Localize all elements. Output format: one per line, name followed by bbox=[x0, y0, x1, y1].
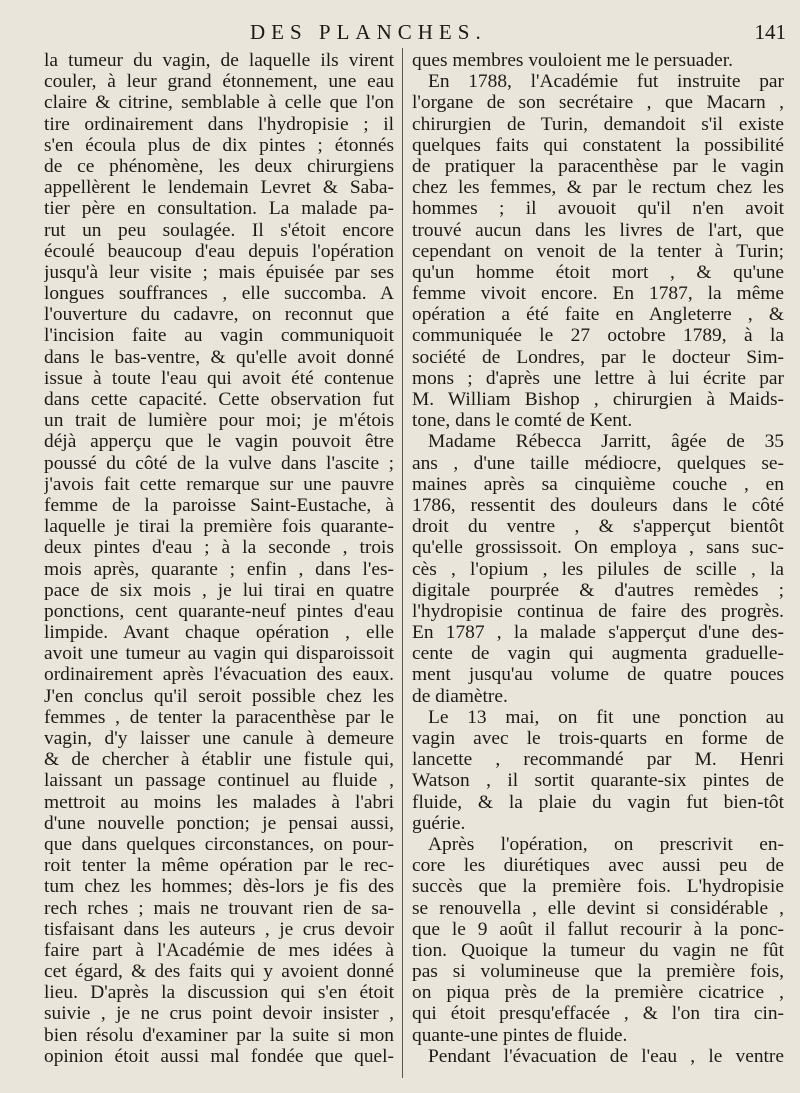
text-line: bien résolu d'examiner par la suite si mon bbox=[44, 1024, 394, 1046]
text-line: laissant un passage continuel au fluide , bbox=[44, 770, 394, 792]
text-line: claire & citrine, semblable à celle que l'on bbox=[44, 92, 394, 114]
text-line: qui étoit presqu'effacée , & l'on tira cin- bbox=[412, 1003, 784, 1025]
text-line: dans le bas-ventre, & qu'elle avoit donné bbox=[44, 346, 394, 368]
running-head-title: DES PLANCHES. bbox=[250, 20, 487, 44]
text-line: que le 9 août il fallut recourir à la ponc- bbox=[412, 918, 784, 940]
text-line: longues souffrances , elle succomba. A bbox=[44, 283, 394, 305]
right-text-column bbox=[412, 50, 784, 1067]
text-line: tisfaisant dans les auteurs , je crus devoir bbox=[44, 918, 394, 940]
text-line: on piqua près de la première cicatrice , bbox=[412, 982, 784, 1004]
text-line: faire part à l'Académie de mes idées à bbox=[44, 939, 394, 961]
text-line: hommes ; il avouoit qu'il n'en avoit bbox=[412, 198, 784, 220]
text-line: ques membres vouloient me le persuader. bbox=[412, 50, 733, 71]
text-line: tier père en consultation. La malade pa- bbox=[44, 198, 394, 220]
text-line: d'une nouvelle ponction; je pensai aussi, bbox=[44, 812, 394, 834]
text-line: fluide, & la plaie du vagin fut bien-tôt bbox=[412, 791, 784, 813]
text-line: écoulé beaucoup d'eau depuis l'opération bbox=[44, 240, 394, 262]
text-line: ponctions, cent quarante-neuf pintes d'eau bbox=[44, 600, 394, 622]
text-line: tone, dans le comté de Kent. bbox=[412, 410, 633, 432]
text-line: En 1787 , la malade s'apperçut d'une des- bbox=[412, 622, 784, 644]
text-line: rech rches ; mais ne trouvant rien de sa- bbox=[44, 897, 394, 919]
text-line: qu'un homme étoit mort , & qu'une bbox=[412, 261, 784, 283]
text-line: appellèrent le lendemain Levret & Saba- bbox=[44, 177, 394, 199]
text-line: rut un peu soulagée. Il s'étoit encore bbox=[44, 219, 394, 241]
text-line: jusqu'à leur visite ; mais épuisée par ses bbox=[44, 261, 394, 283]
text-line: opération a été faite en Angleterre , & bbox=[412, 304, 784, 326]
text-line: cès , l'opium , les pilules de scille , la bbox=[412, 558, 784, 580]
text-line: avoit une tumeur au vagin qui disparoissoit bbox=[44, 643, 394, 665]
text-line: vagin avec le trois-quarts en forme de bbox=[412, 728, 784, 749]
text-line: droit du ventre , & s'apperçut bientôt bbox=[412, 516, 784, 538]
text-line: pas si volumineuse que la première fois, bbox=[412, 961, 784, 983]
text-line: couler, à leur grand étonnement, une eau bbox=[44, 71, 394, 93]
text-line: l'organe de son secrétaire , que Macarn , bbox=[412, 92, 784, 114]
text-line: deux pintes d'eau ; à la seconde , trois bbox=[44, 537, 394, 559]
text-line: J'en conclus qu'il seroit possible chez les bbox=[44, 685, 394, 707]
text-line: digitale pourprée & d'autres remèdes ; bbox=[412, 579, 784, 601]
text-line: l'ouverture du cadavre, on reconnut que bbox=[44, 304, 394, 326]
text-line: ment jusqu'au volume de quatre pouces bbox=[412, 664, 784, 686]
text-line: un trait de lumière pour moi; je m'étois bbox=[44, 410, 394, 432]
text-line: cependant on venoit de la tenter à Turin; bbox=[412, 240, 784, 262]
text-line: En 1788, l'Académie fut instruite par bbox=[428, 71, 784, 93]
text-line: guérie. bbox=[412, 812, 466, 834]
text-line: de pratiquer la paracenthèse par le vagin bbox=[412, 155, 784, 177]
text-line: femme vivoit encore. En 1787, la même bbox=[412, 283, 784, 305]
text-line: ans , d'une taille médiocre, quelques se- bbox=[412, 452, 784, 474]
text-line: se renouvella , elle devint si considérable , bbox=[412, 897, 784, 919]
text-line: mettroit au moins les malades à l'abri bbox=[44, 791, 394, 813]
text-line: issue à toute l'eau qui avoit été contenue bbox=[44, 367, 394, 389]
text-line: chirurgien de Turin, demandoit s'il existe bbox=[412, 113, 784, 135]
text-line: suivie , je ne crus point devoir insister , bbox=[44, 1003, 394, 1025]
text-line: tire ordinairement dans l'hydropisie ; il bbox=[44, 113, 394, 135]
text-line: l'hydropisie continua de faire des progrès. bbox=[412, 600, 784, 622]
running-head bbox=[0, 20, 800, 54]
text-line: qu'elle grossissoit. On employa , sans suc- bbox=[412, 537, 784, 559]
text-line: que dans quelques circonstances, on pour- bbox=[44, 833, 394, 855]
text-line: cet égard, & des faits qui y avoient donné bbox=[44, 961, 394, 983]
text-line: & de chercher à établir une fistule qui, bbox=[44, 749, 394, 771]
text-line: chez les femmes, & par le rectum chez les bbox=[412, 177, 784, 199]
text-line: dans cette capacité. Cette observation fut bbox=[44, 389, 394, 410]
text-line: opinion étoit aussi mal fondée que quel- bbox=[44, 1045, 394, 1067]
text-line: tum chez les hommes; dès-lors je fis des bbox=[44, 876, 394, 898]
text-line: vagin, d'y laisser une canule à demeure bbox=[44, 728, 394, 749]
text-line: femmes , de tenter la paracenthèse par le bbox=[44, 706, 394, 728]
text-line: 1786, ressentit des douleurs dans le côté bbox=[412, 494, 784, 516]
text-line: ordinairement après l'évacuation des eaux. bbox=[44, 664, 394, 686]
text-line: laquelle je tirai la première fois quarante- bbox=[44, 516, 394, 538]
text-line: communiquée le 27 octobre 1789, à la bbox=[412, 325, 784, 347]
left-text-column bbox=[44, 50, 394, 1067]
text-line: roit tenter la même opération par le rec- bbox=[44, 855, 394, 877]
text-line: la tumeur du vagin, de laquelle ils virent bbox=[44, 50, 394, 71]
text-line: pace de six mois , je lui tirai en quatre bbox=[44, 579, 394, 601]
text-line: de ce phénomène, les deux chirurgiens bbox=[44, 155, 394, 177]
text-line: mois après, quarante ; enfin , dans l'es- bbox=[44, 558, 394, 580]
text-line: maines après sa cinquième couche , en bbox=[412, 473, 784, 495]
text-line: de diamètre. bbox=[412, 685, 508, 707]
text-line: tion. Quoique la tumeur du vagin ne fût bbox=[412, 939, 784, 961]
text-line: j'avois fait cette remarque sur une pauvre bbox=[44, 473, 394, 495]
text-line: Le 13 mai, on fit une ponction au bbox=[428, 706, 784, 728]
text-line: Watson , il sortit quarante-six pintes de bbox=[412, 770, 784, 792]
text-line: core les diurétiques avec aussi peu de bbox=[412, 855, 784, 877]
text-line: trouvé aucun dans les livres de l'art, que bbox=[412, 219, 784, 241]
column-divider bbox=[402, 48, 403, 1078]
text-line: Pendant l'évacuation de l'eau , le ventre bbox=[428, 1045, 784, 1067]
text-line: limpide. Avant chaque opération , elle bbox=[44, 622, 394, 644]
text-line: femme de la paroisse Saint-Eustache, à bbox=[44, 494, 394, 516]
text-line: cente de vagin qui augmenta graduelle- bbox=[412, 643, 784, 665]
text-line: lieu. D'après la discussion qui s'en étoit bbox=[44, 982, 394, 1004]
text-line: s'en écoula plus de dix pintes ; étonnés bbox=[44, 134, 394, 156]
text-line: quelques faits qui constatent la possibilité bbox=[412, 134, 784, 156]
text-line: M. William Bishop , chirurgien à Maids- bbox=[412, 389, 784, 410]
text-line: succès que la première fois. L'hydropisie bbox=[412, 876, 784, 898]
text-line: Après l'opération, on prescrivit en- bbox=[428, 833, 784, 855]
text-line: société de Londres, par le docteur Sim- bbox=[412, 346, 784, 368]
text-line: lancette , recommandé par M. Henri bbox=[412, 749, 784, 771]
text-line: quante-une pintes de fluide. bbox=[412, 1024, 628, 1046]
text-line: poussé du côté de la vulve dans l'ascite ; bbox=[44, 452, 394, 474]
text-line: l'incision faite au vagin communiquoit bbox=[44, 325, 394, 347]
text-line: déjà apperçu que le vagin pouvoit être bbox=[44, 431, 394, 453]
text-line: Madame Rébecca Jarritt, âgée de 35 bbox=[428, 431, 784, 453]
page-number: 141 bbox=[754, 20, 786, 44]
text-line: mons ; d'après une lettre à lui écrite par bbox=[412, 367, 784, 389]
